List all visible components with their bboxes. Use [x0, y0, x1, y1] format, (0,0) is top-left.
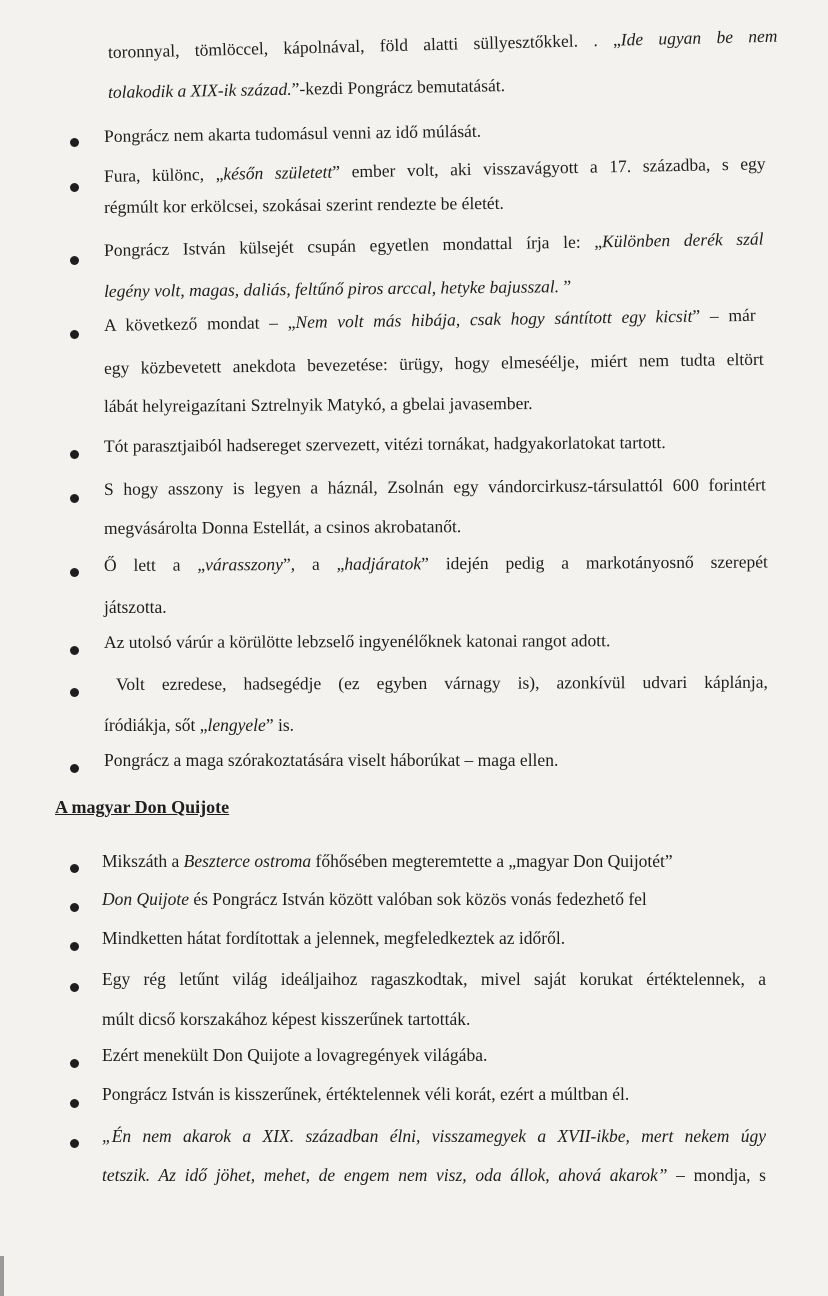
text-segment: ” ember volt, aki visszavágyott a 17. századba, s egy: [332, 153, 766, 182]
text-segment: – mondja, s: [667, 1165, 766, 1185]
binding-edge: [0, 1256, 4, 1296]
text-segment: és Pongrácz István között valóban sok közös vonás fedezhető fel: [189, 889, 647, 909]
bullet: [70, 183, 79, 192]
text-segment: Fura, különc, „: [103, 163, 224, 186]
text-segment: Don Quijote: [102, 889, 190, 909]
text-segment: Különben derék szál: [601, 228, 764, 252]
text-segment: „Én nem akarok a XIX. században élni, visszamegyek a XVII-ikbe, mert nekem úgy: [102, 1126, 766, 1146]
text-segment: régmúlt kor erkölcsei, szokásai szerint rendezte be életét.: [103, 192, 504, 217]
text-segment: múlt dicső korszakához képest kisszerűnek tartották.: [102, 1009, 471, 1029]
bullet: [70, 688, 79, 697]
text-segment: lengyele: [207, 715, 266, 735]
text-segment: Egy rég letűnt világ ideáljaihoz ragaszkodtak, mivel saját korukat értéktelennek, a: [102, 969, 766, 989]
text-segment: Tót parasztjaiból hadsereget szervezett, vitézi tornákat, hadgyakorlatokat tartott.: [103, 432, 666, 456]
text-segment: Pongrácz a maga szórakoztatására viselt háborúkat – maga ellen.: [104, 750, 559, 770]
text-segment: egy közbevetett anekdota bevezetése: ürügy, hogy elmeséélje, miért nem tudta eltört: [103, 348, 764, 378]
bullet: [70, 138, 79, 147]
text-segment: ” idején pedig a markotányosnő szerepét: [421, 551, 768, 574]
text-segment: tolakodik a XIX-ik század.: [107, 78, 292, 102]
text-segment: Nem volt más hibája, csak hogy sántított egy kicsit: [295, 305, 693, 332]
section-heading: A magyar Don Quijote: [55, 797, 230, 817]
bullet: [70, 764, 79, 773]
text-segment: lábát helyreigazítani Sztrelnyik Matykó, a gbelai javasember.: [103, 393, 533, 416]
text-segment: ”, a „: [282, 553, 345, 575]
text-segment: ”-kezdi Pongrácz bemutatását.: [291, 75, 506, 99]
text-segment: legény volt, magas, daliás, feltűnő piros arccal, hetyke bajusszal.: [103, 276, 560, 301]
bullet: [70, 983, 79, 992]
text-segment: várasszony: [205, 554, 283, 575]
text-segment: S hogy asszony is legyen a háznál, Zsolnán egy vándorcirkusz-társulattól 600 forintért: [103, 474, 766, 499]
text-segment: Pongrácz nem akarta tudomásul venni az idő múlását.: [103, 120, 482, 146]
bullet: [70, 1059, 79, 1068]
bullet: [70, 568, 79, 577]
bullet: [70, 1099, 79, 1108]
bullet: [70, 330, 79, 339]
text-segment: Ide ugyan be nem: [620, 25, 778, 50]
bullet: [70, 1139, 79, 1148]
text-segment: megvásárolta Donna Estellát, a csinos akrobatanőt.: [103, 516, 462, 538]
bullet: [70, 450, 79, 459]
bullet: [70, 864, 79, 873]
text-segment: toronnyal, tömlöccel, kápolnával, föld alatti süllyesztőkkel. . „: [107, 29, 621, 62]
text-segment: ” – már: [692, 304, 756, 326]
text-segment: Mikszáth a: [102, 851, 184, 871]
text-segment: főhősében megteremtette a „magyar Don Quijotét”: [311, 851, 673, 871]
text-segment: későn született: [223, 161, 333, 184]
text-segment: tetszik. Az idő jöhet, mehet, de engem nem visz, oda állok, ahová akarok”: [102, 1165, 668, 1185]
text-segment: Pongrácz István is kisszerűnek, értéktelennek véli korát, ezért a múltban él.: [102, 1084, 630, 1104]
text-segment: játszotta.: [104, 597, 167, 617]
text-segment: Pongrácz István külsejét csupán egyetlen mondattal írja le: „: [103, 231, 603, 260]
bullet: [70, 494, 79, 503]
text-segment: Mindketten hátat fordítottak a jelennek, megfeledkeztek az időről.: [102, 928, 566, 948]
bullet: [70, 256, 79, 265]
text-segment: Volt ezredese, hadsegédje (ez egyben várnagy is), azonkívül udvari káplánja,: [115, 671, 768, 694]
text-segment: hadjáratok: [344, 553, 422, 574]
text-segment: Ezért menekült Don Quijote a lovagregények világába.: [102, 1045, 488, 1065]
text-segment: Ő lett a „: [103, 554, 206, 575]
bullet: [70, 903, 79, 912]
text-segment: ”: [558, 276, 572, 297]
bullet: [70, 942, 79, 951]
bullet: [70, 646, 79, 655]
text-segment: Az utolsó várúr a körülötte lebzselő ingyenélőknek katonai rangot adott.: [103, 630, 611, 652]
text-segment: íródiákja, sőt „: [104, 715, 208, 735]
text-segment: Beszterce ostroma: [183, 851, 312, 871]
text-segment: ” is.: [265, 715, 295, 735]
text-segment: A következő mondat – „: [103, 311, 296, 335]
